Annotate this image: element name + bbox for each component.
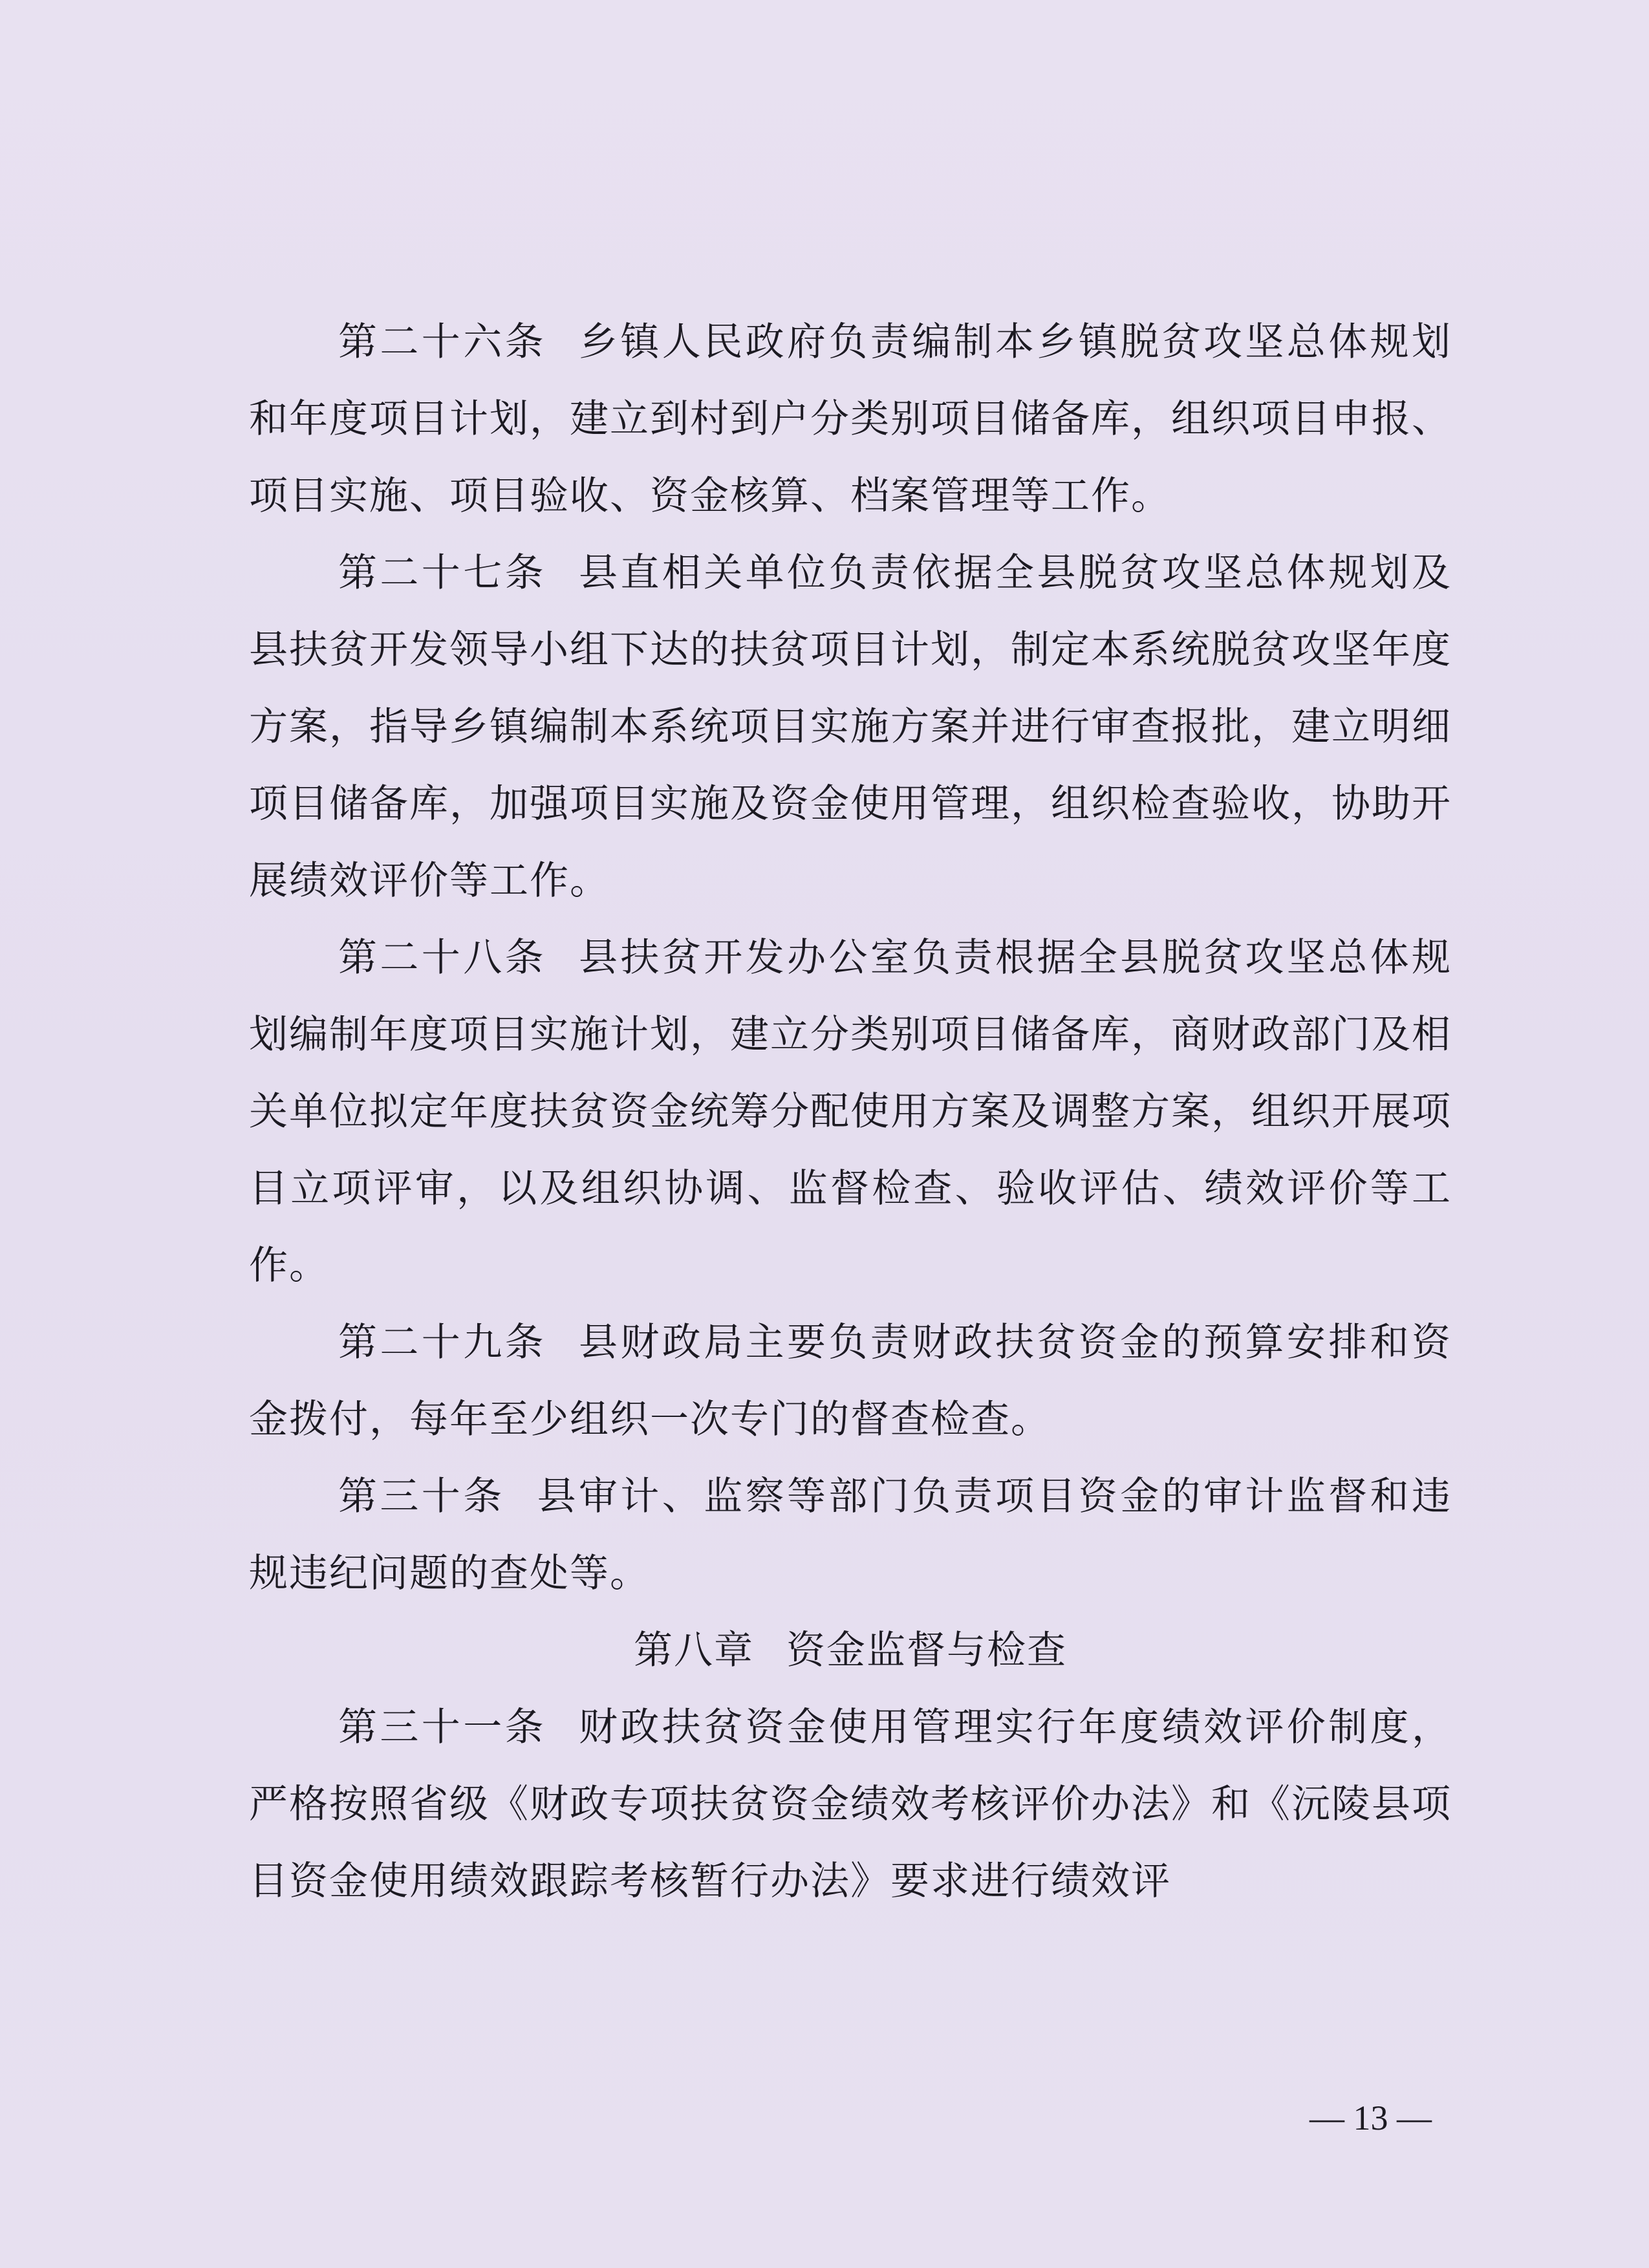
chapter-heading: [249, 1612, 1452, 1689]
article-number: 第三十一条: [338, 1705, 546, 1750]
article-number: 第三十条: [338, 1474, 505, 1519]
article-27: [249, 535, 1452, 920]
article-text: 县直相关单位负责依据全县脱贫攻坚总体规划及县扶贫开发领导小组下达的扶贫项目计划，制定本系统脱贫攻坚年度方案，指导乡镇编制本系统项目实施方案并进行审查报批，建立明细项目储备库，加强项目实施及资金使用管理，组织检查验收，协助开展绩效评价等工作。: [249, 550, 1452, 903]
article-26: [249, 304, 1452, 535]
article-number: 第二十六条: [338, 319, 546, 365]
article-number: 第二十七条: [338, 550, 546, 596]
article-text: 乡镇人民政府负责编制本乡镇脱贫攻坚总体规划和年度项目计划，建立到村到户分类别项目储备库，组织项目申报、项目实施、项目验收、资金核算、档案管理等工作。: [249, 319, 1452, 519]
article-28: [249, 920, 1452, 1304]
chapter-number: 第八章: [634, 1628, 754, 1673]
article-text: 县审计、监察等部门负责项目资金的审计监督和违规违纪问题的查处等。: [249, 1474, 1452, 1596]
article-30: [249, 1458, 1452, 1612]
article-29: [249, 1304, 1452, 1458]
article-text: 县扶贫开发办公室负责根据全县脱贫攻坚总体规划编制年度项目实施计划，建立分类别项目储备库，商财政部门及相关单位拟定年度扶贫资金统筹分配使用方案及调整方案，组织开展项目立项评审，以及组织协调、监督检查、验收评估、绩效评价等工作。: [249, 935, 1452, 1288]
article-text: 县财政局主要负责财政扶贫资金的预算安排和资金拨付，每年至少组织一次专门的督查检查。: [249, 1320, 1452, 1442]
article-text: 财政扶贫资金使用管理实行年度绩效评价制度，严格按照省级《财政专项扶贫资金绩效考核评价办法》和《沅陵县项目资金使用绩效跟踪考核暂行办法》要求进行绩效评: [249, 1705, 1452, 1904]
page-number: — 13 —: [1310, 2099, 1432, 2137]
article-31: [249, 1689, 1452, 1920]
chapter-title: 资金监督与检查: [786, 1628, 1067, 1673]
article-number: 第二十八条: [338, 935, 546, 980]
article-number: 第二十九条: [338, 1320, 546, 1365]
document-body: [249, 304, 1452, 1920]
